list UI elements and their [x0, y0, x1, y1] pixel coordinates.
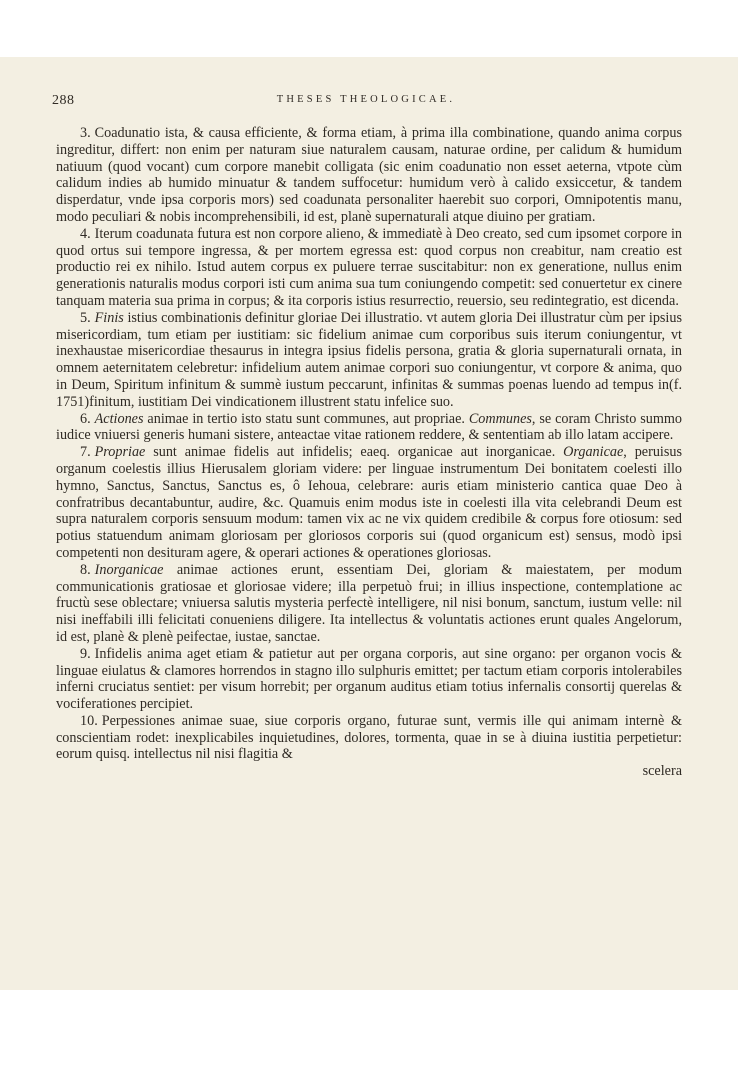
paragraph-text: sunt animae fidelis aut infidelis; eaeq. organicae aut inorganicae.: [145, 444, 564, 461]
paragraph-number: 6.: [80, 410, 91, 427]
paragraph-text: animae in tertio isto statu sunt communes, aut propriae.: [143, 410, 469, 427]
paragraph: [56, 125, 682, 226]
paragraph-number: 10.: [80, 712, 98, 729]
italic-term: Inorganicae: [94, 561, 164, 578]
running-title: THESES THEOLOGICAE.: [276, 94, 456, 105]
paragraph-number: 3.: [80, 125, 91, 141]
paragraph-number: 5.: [80, 309, 91, 326]
page-header: [52, 93, 680, 109]
italic-term: Communes: [468, 410, 532, 427]
paragraph-text: Perpessiones animae suae, siue corporis organo, futurae sunt, vermis ille qui animam internè & conscientiam rodet: inexplicabiles inquietudines, dolores, tormenta, quae in se à diuina iustitia perpetietur: eorum quisq. intellectus nil nisi flagitia &: [56, 712, 682, 763]
paragraph-text: Iterum coadunata futura est non corpore alieno, & immediatè à Deo creato, sed cum ipsomet corpore in quod ortus sui tempore ingressa, & per mortem egressa est: quod corpus non creabitur, nam creatio est productio rei ex nihilo. Istud autem corpus ex puluere terrae suscitabitur: non ex generatione, nullus enim generationis naturalis modus corpori isti cum anima sua tum coniungendo competit: sed conuertetur ex cinere tanquam materia sua prima in corpus; & ita corporis istius resurrectio, reuersio, seu redintegratio, est dicenda.: [56, 225, 682, 309]
italic-term: Organicae: [563, 444, 624, 461]
paragraph-list: [56, 125, 682, 763]
italic-term: Propriae: [94, 444, 146, 461]
paragraph: [56, 713, 682, 763]
paragraph: [56, 444, 682, 562]
paragraph-text: animae actiones erunt, essentiam Dei, gloriam & maiestatem, per modum communicationis gratiosae et gloriosae videre; illa perpetuò frui; in illius inspectione, contemplatione ac fructù sese oblectare; vniuersa salutis mysteria perfectè intelligere, nil nisi bonum, sanctum, iustum velle: nil nisi ineffabili illi felicitati conueniens diligere. Ita intellectus & voluntatis actiones erunt quales Angelorum, id est, planè & plenè peifectae, iustae, sanctae.: [56, 561, 682, 645]
paragraph-number: 8.: [80, 561, 91, 578]
text-body: [56, 125, 682, 780]
italic-term: Actiones: [94, 410, 144, 427]
paragraph: [56, 411, 682, 445]
paragraph: [56, 562, 682, 646]
paragraph-text: Infidelis anima aget etiam & patietur aut per organa corporis, aut sine organo: per organon vocis & linguae eiulatus & clamores horrendos in stagno illo sulphuris emittet; per tactum etiam corporis intolerabiles inferni cruciatus sentiet: per visum horrebit; per organum auditus etiam totius infernalis consortij querelas & vociferationes percipiet.: [56, 645, 682, 713]
paragraph: [56, 646, 682, 713]
page-number: 288: [52, 93, 75, 108]
paragraph-number: 4.: [80, 225, 91, 242]
catchword: scelera: [642, 763, 682, 780]
book-page: [0, 57, 738, 990]
paragraph-number: 7.: [80, 444, 91, 461]
paragraph-number: 9.: [80, 645, 91, 662]
italic-term: Finis: [94, 309, 124, 326]
paragraph: [56, 310, 682, 411]
paragraph-text: , se coram Christo summo iudice vniuersi generis humani sistere, anteactae vitae rationem reddere, & sententiam ab illo latam accipere.: [56, 410, 682, 444]
paragraph-text: , peruisus organum coelestis illius Hierusalem gloriam videre: per linguae instrumentum Dei bonitatem coelesti illo hymno, Sanctus, Sanctus, Sanctus es, ô Iehoua, celebrare: auris etiam ministerio cantica quae Deo à confratribus decantabuntur, audire, &c. Quamuis enim modus iste in coelesti illa vita celebrandi Deum est supra naturalem corporis sensuum modum: tamen vix ac ne vix quidem credibile & corpus fore otiosum: sed potius statuendum animam gloriosam per gloriosos corporis sui (quod organicum est) sensus, modò ipsi competenti non desituram agere, & operari actiones & operationes gloriosas.: [56, 444, 682, 561]
paragraph: [56, 226, 682, 310]
paragraph-text: istius combinationis definitur gloriae Dei illustratio. vt autem gloria Dei illustratur cùm per ipsius misericordiam, tum etiam per iustitiam: sic fidelium animae cum corporibus suis iterum coniungentur, vt inexhaustae misericordiae thesaurus in integra ipsius fidelis persona, gratia & gloria supernaturali ornata, in omnem aeternitatem celebretur: infidelium autem animae corpori suo coniungentur, vt corpore & anima, quo in Deum, Spiritum infinitum & summè iustum peccarunt, infinitas & summas poenas luendo ad tempus in(f. 1751)finitum, iustitiam Dei vindicationem illustrent statu infelice suo.: [56, 309, 682, 410]
paragraph-text: Coadunatio ista, & causa efficiente, & forma etiam, à prima illa combinatione, quando anima corpus ingreditur, differt: non enim per naturam siue naturalem causam, naturae ordine, per calidum & humidum natiuum (quod vocant) cum corpore manebit colligata (sic enim coadunatio non esset aeterna, vtpote cùm calidum indies ab humido minuatur & tandem suffocetur: humidum verò à calido exsiccetur, & tandem disperdatur, vnde ipsa corporis mors) sed coadunata personaliter haerebit suo corpori, Omnipotentis manu, modo peculiari & nobis incomprehensibili, id est, planè supernaturali atque diuino per gratiam.: [56, 125, 682, 225]
